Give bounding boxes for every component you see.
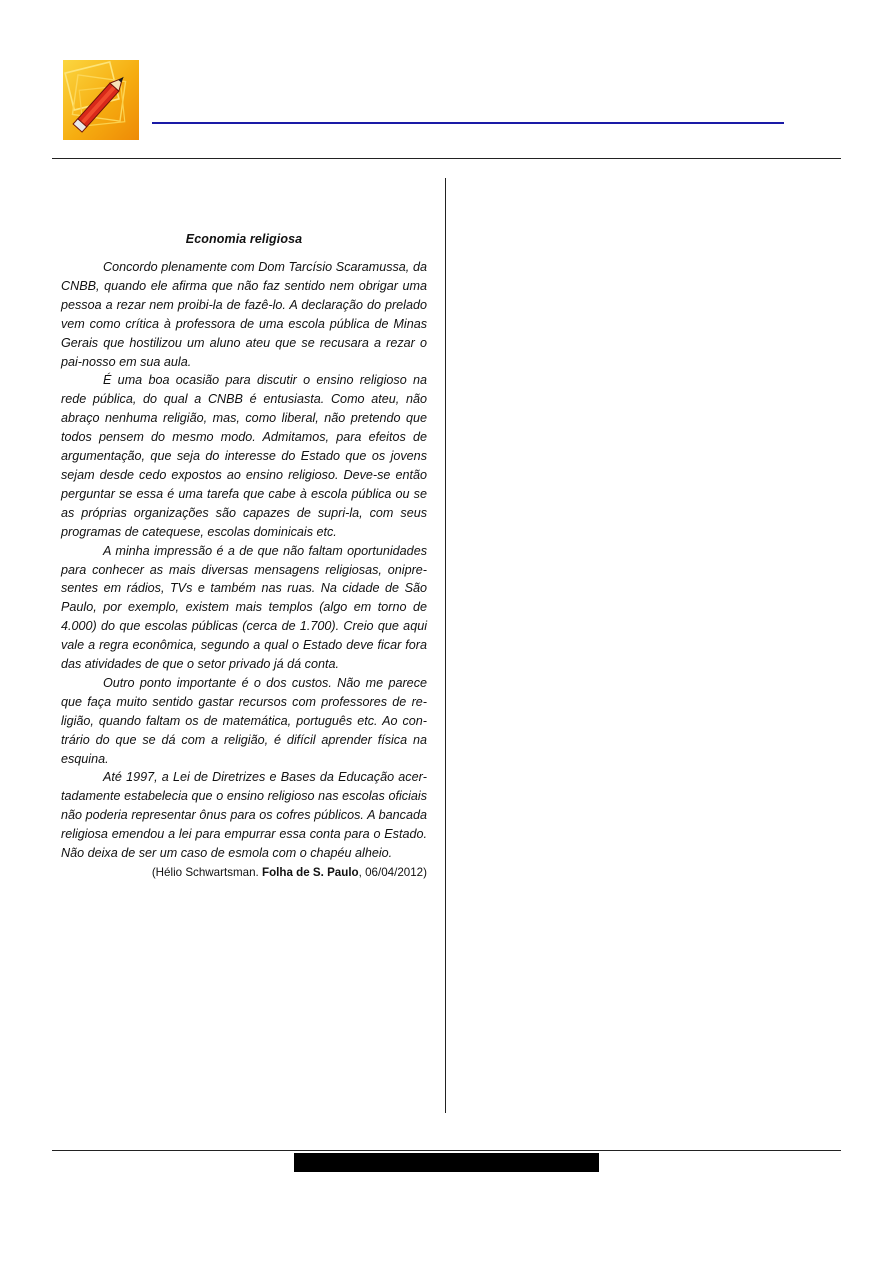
article-paragraph: É uma boa ocasião para discutir o ensino religioso na rede pública, do qual a CNBB é entusiasta. Como ateu, não abraço nenhuma religião, mas, como liberal, não pretendo que todos pensem do mesmo modo. Admitamos, para efeitos de argumentação, que seja do interesse do Estado que os jovens sejam desde cedo expostos ao ensino religioso. Deve-se então perguntar se essa é uma tarefa que cabe à escola pública ou se as próprias organizações são capazes de supri-la, com seus programas de catequese, escolas dominicais etc. — [61, 373, 427, 539]
article — [61, 232, 427, 879]
article-paragraph: Outro ponto importante é o dos custos. Não me parece que faça muito sentido gastar recursos com professores de religião, quando faltam os de matemática, português etc. Ao contrário do que se dá com a religião, é difícil aprender física na esquina. — [61, 675, 427, 766]
page-header-divider — [52, 158, 841, 159]
column-divider — [445, 178, 446, 1113]
source-publication: Folha de S. Paulo — [262, 866, 359, 879]
article-paragraph: Até 1997, a Lei de Diretrizes e Bases da Educação acertadamente estabelecia que o ensino religioso nas escolas oficiais não poderia representar ônus para os cofres públicos. A bancada religiosa emendou a lei para empurrar essa conta para o Estado. Não deixa de ser um caso de esmola com o chapéu alheio. — [61, 770, 427, 861]
article-source — [61, 866, 427, 879]
source-author: (Hélio Schwartsman. — [151, 866, 259, 879]
footer-bar — [294, 1153, 599, 1172]
source-date: , 06/04/2012) — [358, 866, 427, 879]
article-paragraph: Concordo plenamente com Dom Tarcísio Scaramussa, da CNBB, quando ele afirma que não faz sentido nem obrigar uma pessoa a rezar nem proibi-la de fazê-lo. A declaração do prelado vem como crítica à professora de uma escola pública de Minas Gerais que hostilizou um aluno ateu que se recusara a rezar o pai-nosso em sua aula. — [61, 260, 427, 369]
article-paragraph: A minha impressão é a de que não faltam oportunidades para conhecer as mais diversas mensagens religiosas, onipresentes em rádios, TVs e também nas ruas. Na cidade de São Paulo, por exemplo, existem mais templos (algo em torno de 4.000) do que escolas públicas (cerca de 1.700). Creio que aqui vale a regra econômica, segundo a qual o Estado deve ficar fora das atividades de que o setor privado já dá conta. — [61, 543, 427, 672]
page-footer-divider — [52, 1150, 841, 1151]
article-title: Economia religiosa — [185, 232, 303, 246]
header-rule — [152, 122, 784, 124]
pencil-logo-icon — [63, 60, 139, 140]
